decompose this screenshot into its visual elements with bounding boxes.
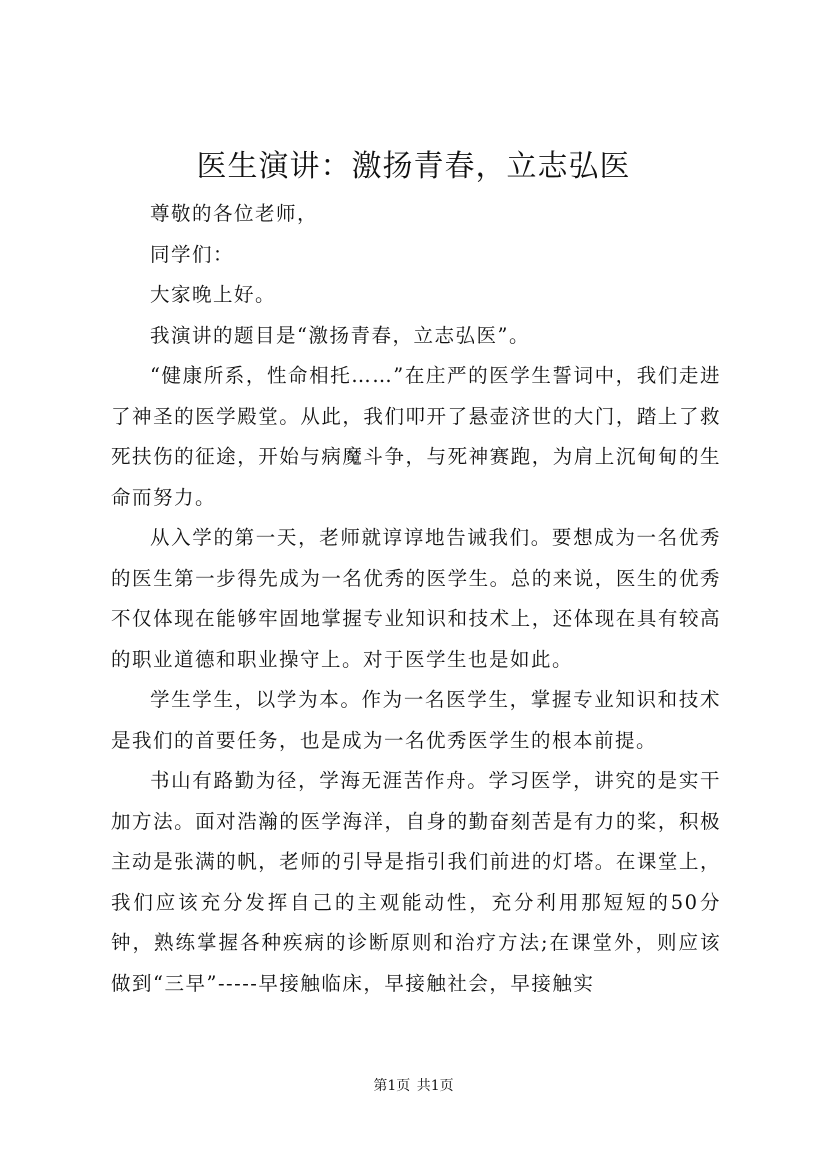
- page-footer: 第1页 共1页: [373, 1078, 454, 1094]
- paragraph-study-first: 学生学生，以学为本。作为一名医学生，掌握专业知识和技术是我们的首要任务，也是成为一名优秀医学生的根本前提。: [111, 688, 721, 752]
- paragraph-oath: “健康所系，性命相托……”在庄严的医学生誓词中，我们走进了神圣的医学殿堂。从此，我们叩开了悬壶济世的大门，踏上了救死扶伤的征途，开始与病魔斗争，与死神赛跑，为肩上沉甸甸的生命而努力。: [111, 364, 721, 509]
- paragraph-salutation-students: 同学们：: [150, 242, 235, 266]
- document-body: [111, 194, 721, 1004]
- page-title: 医生演讲：激扬青春，立志弘医: [196, 149, 631, 184]
- paragraph-greeting: 大家晚上好。: [150, 283, 277, 306]
- paragraph-learning-method: 书山有路勤为径，学海无涯苦作舟。学习医学，讲究的是实干加方法。面对浩瀚的医学海洋，自身的勤奋刻苦是有力的桨，积极主动是张满的帆，老师的引导是指引我们前进的灯塔。在课堂上，我们应该充分发挥自己的主观能动性，充分利用那短短的50分钟，熟练掌握各种疾病的诊断原则和治疗方法;在课堂外，则应该做到“三早”-----早接触临床，早接触社会，早接触实: [111, 769, 721, 995]
- paragraph-first-day: 从入学的第一天，老师就谆谆地告诫我们。要想成为一名优秀的医生第一步得先成为一名优秀的医学生。总的来说，医生的优秀不仅体现在能够牢固地掌握专业知识和技术上，还体现在具有较高的职业道德和职业操守上。对于医学生也是如此。: [111, 526, 721, 671]
- paragraph-salutation-teachers: 尊敬的各位老师，: [150, 202, 319, 225]
- paragraph-topic: 我演讲的题目是“激扬青春，立志弘医”。: [150, 323, 530, 347]
